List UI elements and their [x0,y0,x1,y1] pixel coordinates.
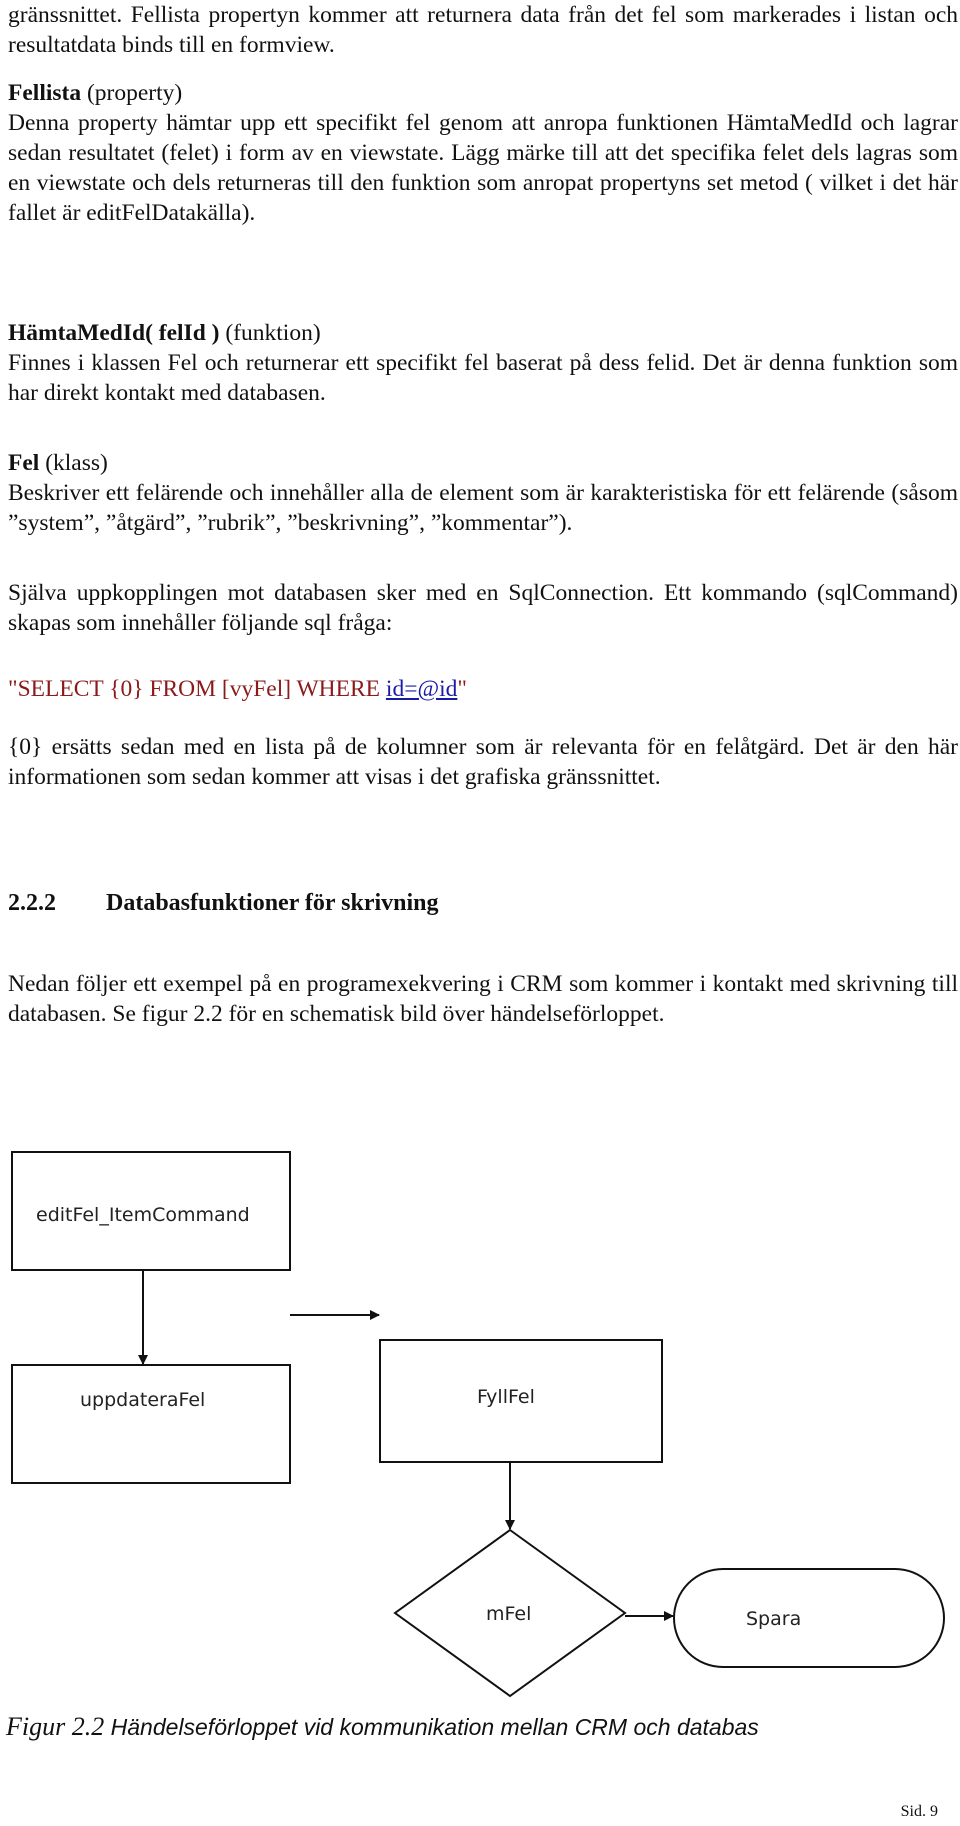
fellista-term: Fellista [8,80,82,106]
fellista-kind: (property) [81,80,183,106]
hamtamedid-kind: (funktion) [219,320,321,346]
hamtamedid-term: HämtaMedId( felId ) [8,320,220,346]
figure-caption [6,1712,759,1742]
section-title: Databasfunktioner för skrivning [106,890,439,916]
node-editfel [12,1152,290,1270]
node-spara [674,1569,944,1667]
fel-term: Fel [8,450,40,476]
sql-suffix: " [457,676,467,702]
node-fyllfel-label: FyllFel [477,1386,535,1408]
section-heading [8,890,439,917]
node-fyllfel [380,1340,662,1462]
example-paragraph [8,969,958,1029]
section-number: 2.2.2 [8,890,56,916]
node-spara-label: Spara [746,1608,802,1630]
event-flow-diagram [0,1140,960,1700]
columns-text: {0} ersätts sedan med en lista på de kolumner som är relevanta för en felåtgärd. Det är den här informationen som sedan kommer att visas i det grafiska gränssnittet. [8,734,958,790]
page-number: Sid. 9 [900,1803,938,1820]
fel-definition [8,448,958,538]
sql-prefix: "SELECT {0} FROM [vyFel] WHERE [8,676,386,702]
sql-query [8,674,958,704]
sql-id-link[interactable]: id=@id [385,676,458,702]
node-editfel-label: editFel_ItemCommand [36,1204,250,1226]
hamtamedid-body: Finnes i klassen Fel och returnerar ett specifikt fel baserat på dess felid. Det är denna funktion som har direkt kontakt med databasen. [8,350,958,406]
hamtamedid-definition [8,318,958,408]
fellista-definition [8,78,958,228]
connection-text: Själva uppkopplingen mot databasen sker med en SqlConnection. Ett kommando (sqlCommand) skapas som innehåller följande sql fråga: [8,580,958,636]
node-mfel [395,1530,625,1696]
intro-paragraph [8,0,958,60]
node-uppdaterafel-label: uppdateraFel [80,1389,206,1411]
intro-text: gränssnittet. Fellista propertyn kommer att returnera data från det fel som markerades i listan och resultatdata binds till en formview. [8,2,958,58]
node-uppdaterafel [12,1365,290,1483]
connection-paragraph [8,578,958,638]
fel-kind: (klass) [39,450,108,476]
fellista-body: Denna property hämtar upp ett specifikt fel genom att anropa funktionen HämtaMedId och lagrar sedan resultatet (felet) i form av en viewstate. Lägg märke till att det specifika felet dels lagras som en viewstate och dels returneras till den funktion som anropat propertyns set metod ( vilket i det här fallet är editFelDatakälla). [8,110,958,226]
fel-body: Beskriver ett felärende och innehåller alla de element som är karakteristiska för ett felärende (såsom ”system”, ”åtgärd”, ”rubrik”, ”beskrivning”, ”kommentar”). [8,480,958,536]
columns-paragraph [8,732,958,792]
figure-caption-text: Händelseförloppet vid kommunikation mellan CRM och databas [104,1714,759,1740]
figure-label: Figur 2.2 [6,1712,105,1741]
example-text: Nedan följer ett exempel på en programexekvering i CRM som kommer i kontakt med skrivning till databasen. Se figur 2.2 för en schematisk bild över händelseförloppet. [8,971,958,1027]
node-mfel-label: mFel [486,1603,532,1625]
